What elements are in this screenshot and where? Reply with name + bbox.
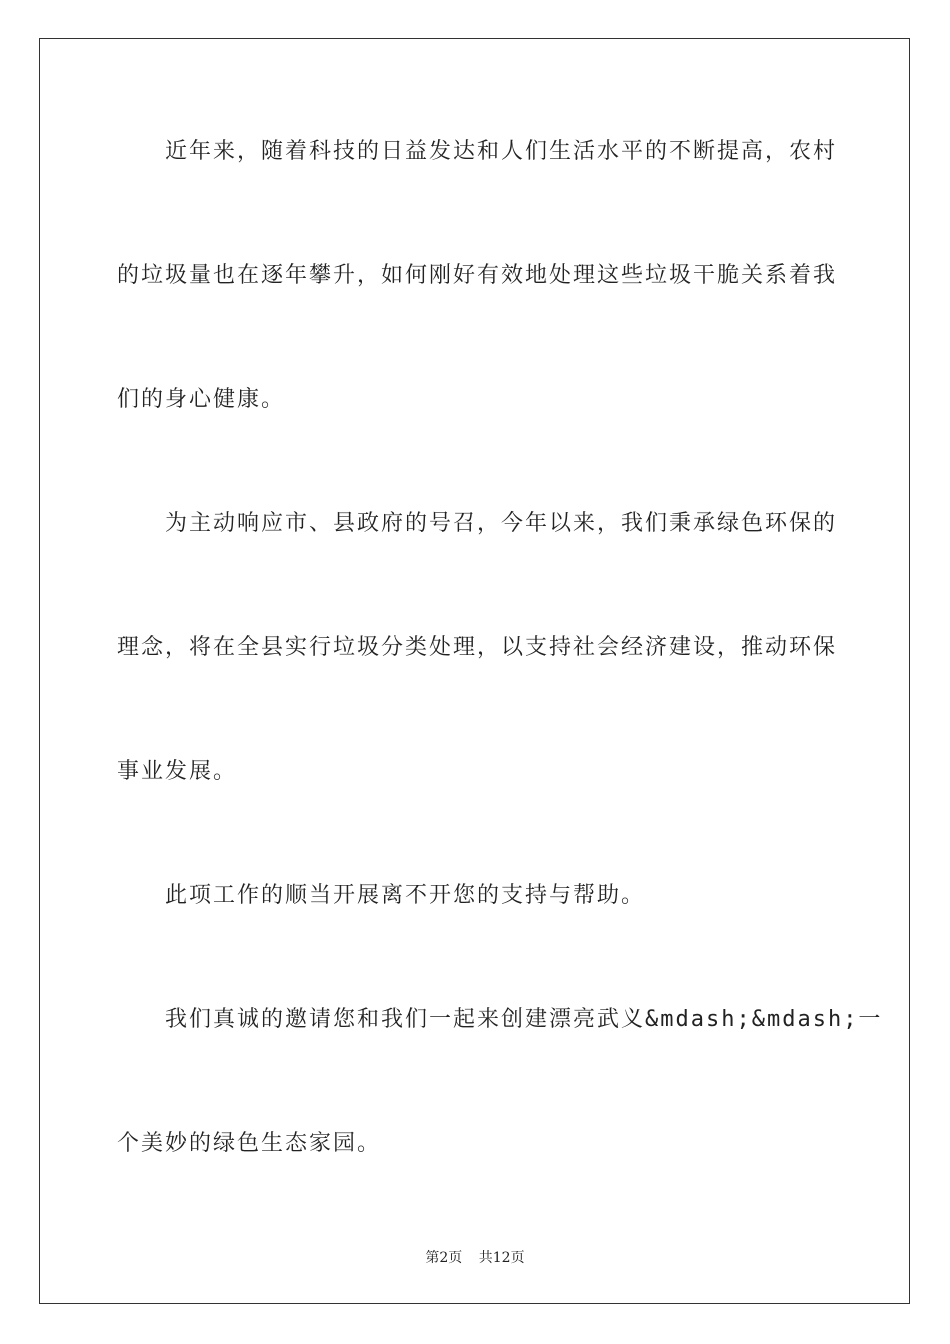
paragraph-4-line-2: 个美妙的绿色生态家园。 xyxy=(117,1131,382,1156)
paragraph-4-line-1: 我们真诚的邀请您和我们一起来创建漂亮武义&mdash;&mdash;一 xyxy=(165,1007,883,1032)
paragraph-3-line-1: 此项工作的顺当开展离不开您的支持与帮助。 xyxy=(165,883,646,908)
paragraph-1-line-3: 们的身心健康。 xyxy=(117,387,286,412)
page-border xyxy=(39,38,910,1304)
paragraph-2-line-1: 为主动响应市、县政府的号召，今年以来，我们秉承绿色环保的 xyxy=(165,511,838,536)
page-footer xyxy=(0,1247,950,1267)
page-total: 共12页 xyxy=(478,1250,525,1266)
paragraph-1-line-1: 近年来，随着科技的日益发达和人们生活水平的不断提高，农村 xyxy=(165,139,838,164)
page-number: 第2页 xyxy=(425,1250,463,1266)
paragraph-1-line-2: 的垃圾量也在逐年攀升，如何刚好有效地处理这些垃圾干脆关系着我 xyxy=(117,263,838,288)
paragraph-2-line-2: 理念，将在全县实行垃圾分类处理，以支持社会经济建设，推动环保 xyxy=(117,635,838,660)
paragraph-2-line-3: 事业发展。 xyxy=(117,759,238,784)
